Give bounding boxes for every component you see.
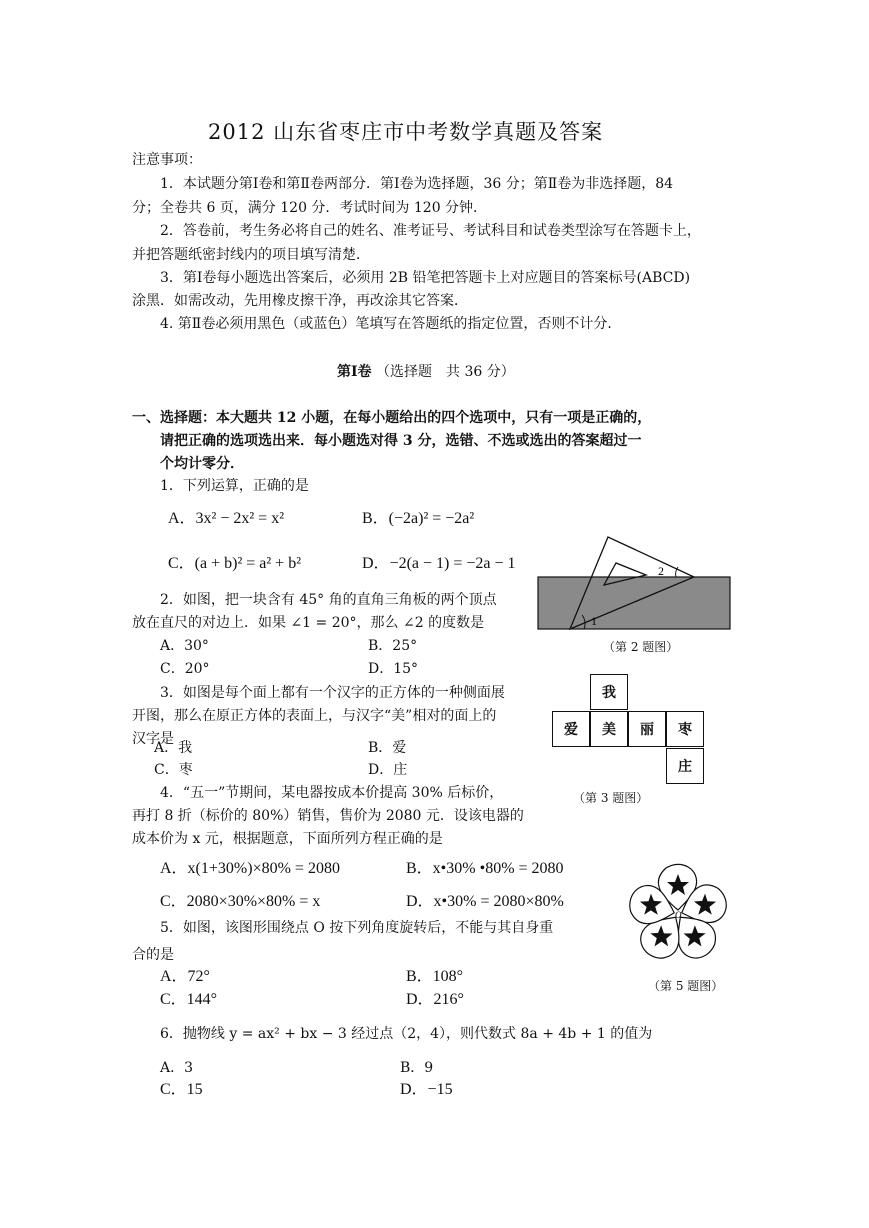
q4-stem-2: 再打 8 折（标价的 80%）销售，售价为 2080 元．设该电器的 <box>132 808 524 824</box>
part1-heading: 第Ⅰ卷 <box>337 364 372 380</box>
ruler <box>538 577 730 629</box>
q5-option-c: C．144° <box>160 991 218 1008</box>
net-cell-zao: 枣 <box>666 711 704 747</box>
net-cell-zhuang: 庄 <box>666 748 704 784</box>
q6-option-b: B．9 <box>400 1060 434 1076</box>
q2-option-b: B．25° <box>368 638 418 654</box>
q4-option-d: D．x•30% = 2080×80% <box>406 893 564 910</box>
q3-option-c: C．枣 <box>154 762 193 778</box>
q6-option-c: C．15 <box>160 1081 203 1098</box>
notice-line-2: 分；全卷共 6 页，满分 120 分．考试时间为 120 分钟． <box>132 200 488 216</box>
center-o-label: O <box>675 910 682 920</box>
part1-subheading: （选择题 共 36 分） <box>376 364 515 380</box>
q2-option-d: D．15° <box>368 661 419 677</box>
q1-option-a: A．3x² − 2x² = x² <box>168 510 284 527</box>
angle-1-label: 1 <box>591 614 597 628</box>
page-title: 2012 山东省枣庄市中考数学真题及答案 <box>208 120 604 144</box>
q2-stem-2: 放在直尺的对边上．如果 ∠1 = 20°，那么 ∠2 的度数是 <box>132 615 485 631</box>
q1-option-b: B．(−2a)² = −2a² <box>362 510 475 527</box>
q3-caption: （第 3 题图） <box>573 791 649 805</box>
q1-option-d: D．−2(a − 1) = −2a − 1 <box>362 555 516 572</box>
q5-option-a: A．72° <box>160 968 210 985</box>
q3-option-b: B．爱 <box>368 740 407 756</box>
q4-option-c: C．2080×30%×80% = x <box>160 893 321 910</box>
notice-heading: 注意事项： <box>132 152 202 168</box>
q4-option-b: B．x•30% •80% = 2080 <box>406 860 564 877</box>
q5-option-d: D．216° <box>406 991 464 1008</box>
net-cell-li: 丽 <box>628 711 666 747</box>
notice-line-7: 4. 第Ⅱ卷必须用黑色（或蓝色）笔填写在答题纸的指定位置，否则不计分． <box>160 316 622 332</box>
q5-option-b: B．108° <box>406 968 464 985</box>
q2-stem-1: 2．如图，把一块含有 45° 角的直角三角板的两个顶点 <box>160 592 497 608</box>
q1-option-c: C．(a + b)² = a² + b² <box>168 555 301 572</box>
q6-option-d: D．−15 <box>400 1081 453 1098</box>
q5-stem-2: 合的是 <box>132 947 174 963</box>
notice-line-1: 1．本试题分第Ⅰ卷和第Ⅱ卷两部分．第Ⅰ卷为选择题，36 分；第Ⅱ卷为非选择题，84 <box>160 176 674 192</box>
notice-line-4: 并把答题纸密封线内的项目填写清楚． <box>132 247 370 263</box>
net-cell-ai: 爱 <box>552 711 590 747</box>
q4-stem-3: 成本价为 x 元，根据题意，下面所列方程正确的是 <box>132 831 443 847</box>
notice-line-5: 3．第Ⅰ卷每小题选出答案后，必须用 2B 铅笔把答题卡上对应题目的答案标号(ABCD) <box>160 270 691 286</box>
q5-stem-1: 5．如图，该图形围绕点 O 按下列角度旋转后，不能与其自身重 <box>160 920 554 936</box>
q2-caption: （第 2 题图） <box>603 640 679 654</box>
q3-option-d: D．庄 <box>368 762 408 778</box>
q3-stem-3: 汉字是 <box>132 731 174 747</box>
notice-line-6: 涂黑．如需改动，先用橡皮擦干净，再改涂其它答案． <box>132 293 468 309</box>
q3-stem-2: 开图，那么在原正方体的表面上，与汉字“美”相对的面上的 <box>132 708 497 724</box>
q2-option-c: C．20° <box>160 661 210 677</box>
q3-stem-1: 3．如图是每个面上都有一个汉字的正方体的一种侧面展 <box>160 685 505 701</box>
net-cell-mei: 美 <box>590 711 628 747</box>
q5-caption: （第 5 题图） <box>648 979 724 993</box>
q4-option-a: A．x(1+30%)×80% = 2080 <box>160 860 340 877</box>
q3-option-a: A．我 <box>154 740 193 756</box>
net-cell-wo: 我 <box>590 674 628 710</box>
section1-line-1: 一、选择题：本大题共 12 小题，在每小题给出的四个选项中，只有一项是正确的， <box>132 410 652 426</box>
section1-line-3: 个均计零分． <box>160 456 244 472</box>
notice-line-3: 2．答卷前，考生务必将自己的姓名、准考证号、考试科目和试卷类型涂写在答题卡上， <box>160 223 701 239</box>
q2-option-a: A．30° <box>160 638 209 654</box>
section1-line-2: 请把正确的选项选出来．每小题选对得 3 分，选错、不选或选出的答案超过一 <box>160 433 642 449</box>
q6-stem: 6．抛物线 y = ax² + bx − 3 经过点（2，4），则代数式 8a + 4b + 1 的值为 <box>160 1026 653 1042</box>
q1-stem: 1．下列运算，正确的是 <box>160 478 309 494</box>
q2-figure <box>536 535 732 635</box>
q5-figure <box>603 852 753 977</box>
angle-2-label: 2 <box>658 564 664 578</box>
q6-option-a: A．3 <box>160 1060 194 1076</box>
q4-stem-1: 4．“五一”节期间，某电器按成本价提高 30% 后标价， <box>160 785 504 801</box>
